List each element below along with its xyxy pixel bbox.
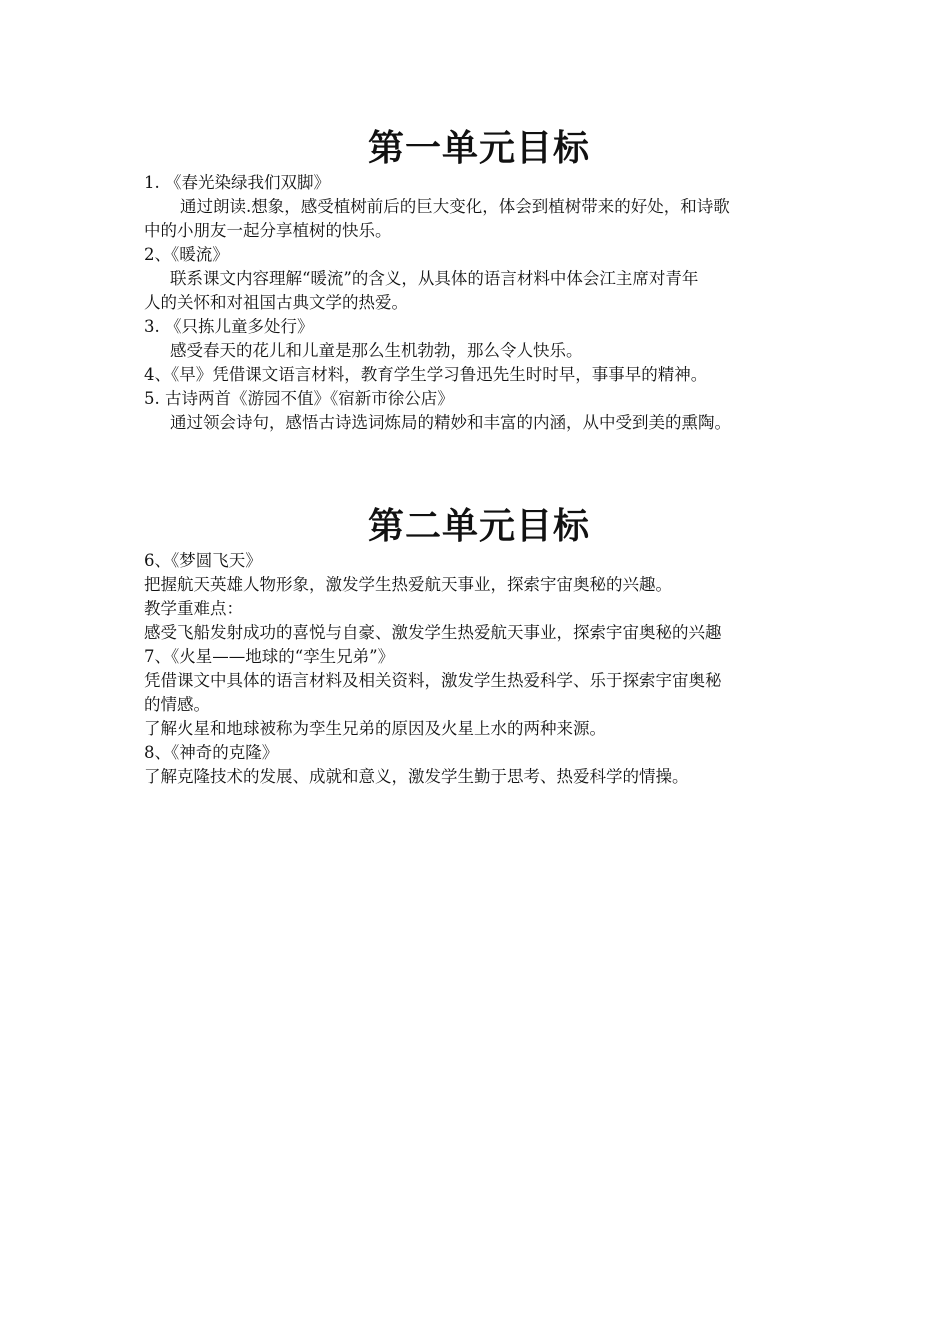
unit2-key-points-label: 教学重难点： [144,599,243,618]
unit2-item-8-goal: 了解克隆技术的发展、成就和意义，激发学生勤于思考、热爱科学的情操。 [144,767,689,786]
unit1-item-5-goal: 通过领会诗句，感悟古诗选词炼局的精妙和丰富的内涵，从中受到美的熏陶。 [170,413,731,432]
unit1-item-2-heading: 2、《暖流》 [144,245,229,264]
unit2-title: 第二单元目标 [367,506,590,547]
unit1-item-1-goal: 通过朗读.想象，感受植树前后的巨大变化，体会到植树带来的好处，和诗歌 [180,197,730,216]
unit2-item-6-goal: 把握航天英雄人物形象，激发学生热爱航天事业，探索宇宙奥秘的兴趣。 [144,575,672,594]
unit2-item-7-goal-2: 了解火星和地球被称为孪生兄弟的原因及火星上水的两种来源。 [144,719,606,738]
unit2-key-points: 感受飞船发射成功的喜悦与自豪、激发学生热爱航天事业，探索宇宙奥秘的兴趣 [144,623,722,642]
unit1-item-4: 4、《早》凭借课文语言材料，教育学生学习鲁迅先生时时早，事事早的精神。 [144,365,708,384]
unit1-body [144,171,814,435]
unit2-item-8-heading: 8、《神奇的克隆》 [144,743,279,762]
unit2-item-7-goal-cont: 的情感。 [144,695,210,714]
document-page [144,0,814,789]
unit2-item-7-goal: 凭借课文中具体的语言材料及相关资料，激发学生热爱科学、乐于探索宇宙奥秘 [144,671,722,690]
unit1-title: 第一单元目标 [367,128,590,169]
unit2-body [144,549,814,789]
unit1-item-3-heading: 3. 《只拣儿童多处行》 [144,317,314,336]
unit2-item-6-heading: 6、《梦圆飞天》 [144,551,262,570]
unit1-item-5-heading: 5. 古诗两首《游园不值》《宿新市徐公店》 [144,389,454,408]
unit1-item-2-goal: 联系课文内容理解“暖流”的含义，从具体的语言材料中体会江主席对青年 [170,269,699,288]
unit1-item-1-heading: 1. 《春光染绿我们双脚》 [144,173,330,192]
unit2-item-7-heading: 7、《火星——地球的“孪生兄弟”》 [144,647,395,666]
unit1-item-3-goal: 感受春天的花儿和儿童是那么生机勃勃，那么令人快乐。 [170,341,583,360]
unit1-item-2-goal-cont: 人的关怀和对祖国古典文学的热爱。 [144,293,408,312]
unit1-item-1-goal-cont: 中的小朋友一起分享植树的快乐。 [144,221,392,240]
